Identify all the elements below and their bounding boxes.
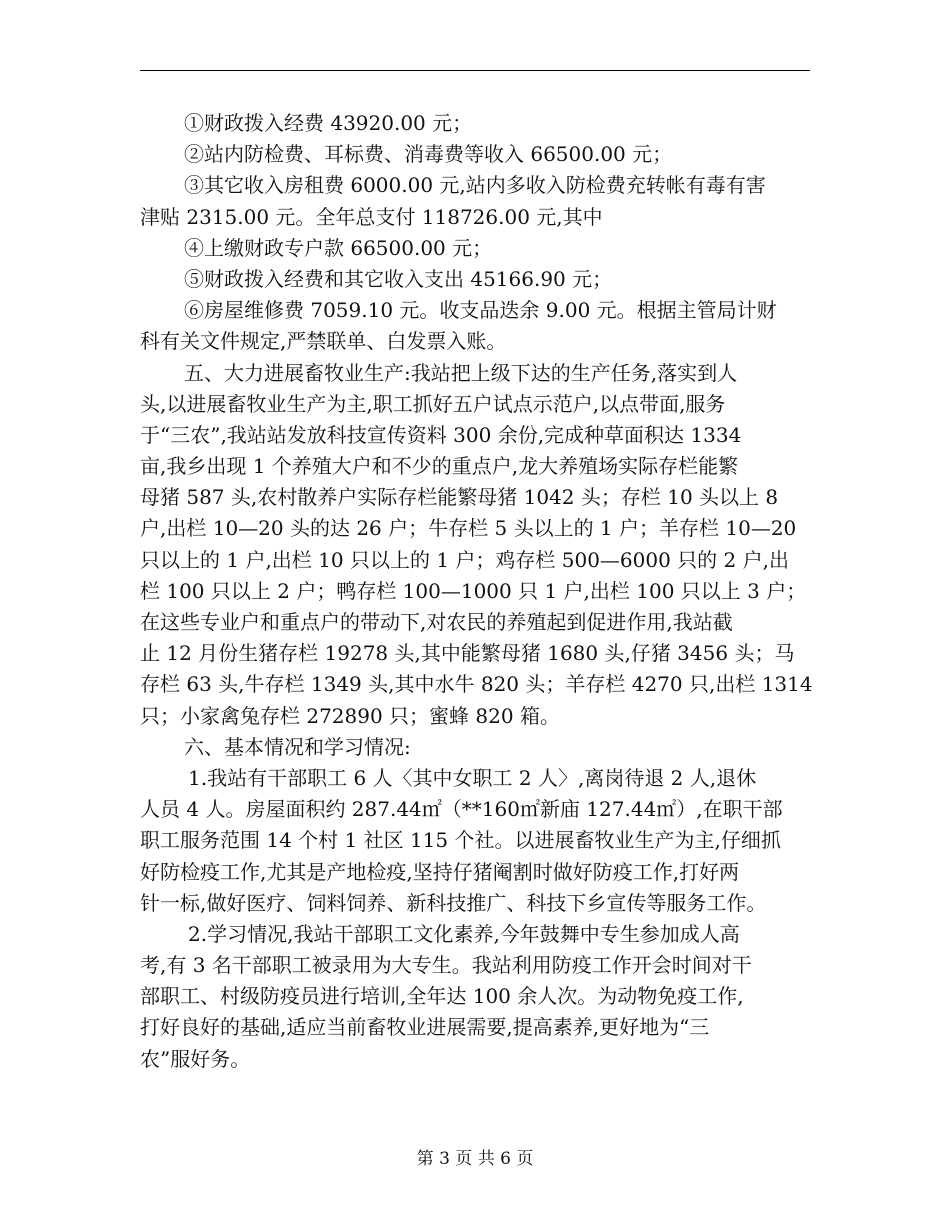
text-line: 头,以进展畜牧业生产为主,职工抓好五户试点示范户,以点带面,服务 bbox=[140, 391, 726, 416]
text-line: 止 12 月份生猪存栏 19278 头,其中能繁母猪 1680 头,仔猪 3456 头；马 bbox=[140, 641, 795, 666]
document-body bbox=[140, 108, 812, 1075]
text-line: ③其它收入房租费 6000.00 元,站内多收入防检费充转帐有毒有害 bbox=[184, 173, 766, 198]
text-line: 亩,我乡出现 1 个养殖大户和不少的重点户,龙大养殖场实际存栏能繁 bbox=[140, 454, 739, 479]
text-line: 只以上的 1 户,出栏 10 只以上的 1 户；鸡存栏 500—6000 只的 2 户,出 bbox=[140, 547, 789, 572]
text-line: ②站内防检费、耳标费、消毒费等收入 66500.00 元； bbox=[184, 142, 673, 167]
text-line: 在这些专业户和重点户的带动下,对农民的养殖起到促进作用,我站截 bbox=[140, 610, 733, 634]
text-line: 1.我站有干部职工 6 人〈其中女职工 2 人〉,离岗待退 2 人,退休 bbox=[188, 765, 757, 790]
text-line: 针一标,做好医疗、饲料饲养、新科技推广、科技下乡宣传等服务工作。 bbox=[140, 890, 767, 915]
text-line: 考,有 3 名干部职工被录用为大专生。我站利用防疫工作开会时间对干 bbox=[140, 953, 752, 978]
text-line: 于“三农”,我站站发放科技宣传资料 300 余份,完成种草面积达 1334 bbox=[140, 422, 742, 447]
text-line: 农”服好务。 bbox=[140, 1046, 251, 1071]
text-line: 母猪 587 头,农村散养户实际存栏能繁母猪 1042 头；存栏 10 头以上 8 bbox=[140, 485, 779, 510]
section-heading-line: 五、大力进展畜牧业生产:我站把上级下达的生产任务,落实到人 bbox=[184, 360, 738, 385]
section-heading-line: 六、基本情况和学习情况: bbox=[184, 734, 411, 759]
text-line: 户,出栏 10—20 头的达 26 户；牛存栏 5 头以上的 1 户；羊存栏 10—20 bbox=[140, 516, 797, 541]
text-line: ④上缴财政专户款 66500.00 元； bbox=[184, 235, 493, 260]
text-line: ⑤财政拨入经费和其它收入支出 45166.90 元； bbox=[184, 266, 613, 291]
text-line: 人员 4 人。房屋面积约 287.44㎡（**160㎡新庙 127.44㎡）,在职干部 bbox=[140, 797, 783, 822]
text-line: 职工服务范围 14 个村 1 社区 115 个社。以进展畜牧业生产为主,仔细抓 bbox=[140, 828, 781, 853]
text-line: 部职工、村级防疫员进行培训,全年达 100 余人次。为动物免疫工作, bbox=[140, 984, 744, 1009]
text-line: 2.学习情况,我站干部职工文化素养,今年鼓舞中专生参加成人高 bbox=[188, 921, 740, 946]
text-line: 津贴 2315.00 元。全年总支付 118726.00 元,其中 bbox=[140, 204, 603, 229]
text-line: 只；小家禽兔存栏 272890 只；蜜蜂 820 箱。 bbox=[140, 703, 560, 728]
page-number-footer: 第 3 页 共 6 页 bbox=[416, 1149, 534, 1169]
text-line: 科有关文件规定,严禁联单、白发票入账。 bbox=[140, 329, 507, 354]
text-line: ①财政拨入经费 43920.00 元； bbox=[184, 111, 473, 135]
text-line: 好防检疫工作,尤其是产地检疫,坚持仔猪阉割时做好防疫工作,打好两 bbox=[140, 859, 740, 884]
text-line: 存栏 63 头,牛存栏 1349 头,其中水牛 820 头；羊存栏 4270 只,出栏 1314 bbox=[140, 672, 813, 697]
header-rule bbox=[140, 70, 810, 71]
text-line: 栏 100 只以上 2 户；鸭存栏 100—1000 只 1 户,出栏 100 只以上 3 户； bbox=[140, 578, 807, 603]
text-line: ⑥房屋维修费 7059.10 元。收支品迭余 9.00 元。根据主管局计财 bbox=[184, 298, 777, 323]
text-line: 打好良好的基础,适应当前畜牧业进展需要,提高素养,更好地为“三 bbox=[140, 1015, 710, 1040]
